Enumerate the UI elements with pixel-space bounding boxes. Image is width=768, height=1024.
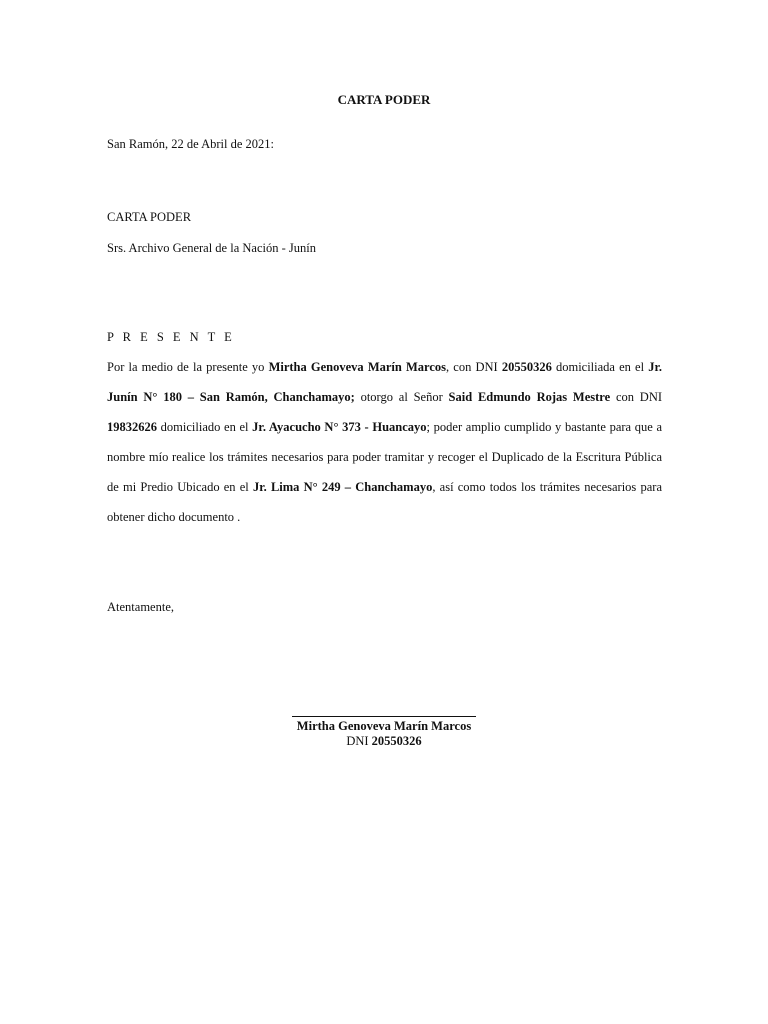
body-text-7: ; poder amplio cumplido y bastante para que a nombre mío realice los trámites necesarios para poder tramitar y recoger el Duplicado de la Escritura Pública de mi Predio Ubicado en el	[107, 420, 662, 494]
presente-heading: P R E S E N T E	[107, 330, 235, 344]
body-text-8: , así como todos los trámites necesarios para obtener dicho documento .	[107, 480, 663, 524]
grantee-dni: 19832626	[107, 420, 157, 434]
signer-name: Mirtha Genoveva Marín Marcos	[296, 719, 472, 733]
signer-dni-label: DNI	[346, 734, 372, 748]
grantor-address: Jr. Junín N° 180 – San Ramón, Chanchamayo;	[107, 360, 662, 404]
signature-line	[292, 716, 476, 717]
body-text-4: otorgo al Señor	[354, 390, 449, 404]
signer-dni-number: 20550326	[371, 734, 422, 748]
grantor-dni: 20550326	[501, 360, 552, 374]
letter-heading: CARTA PODER	[107, 210, 192, 224]
date-line: San Ramón, 22 de Abril de 2021:	[107, 137, 274, 151]
signer-dni	[292, 734, 476, 749]
addressee: Srs. Archivo General de la Nación - Junín	[107, 241, 316, 255]
body-text-6: domiciliado en el	[157, 420, 253, 434]
body-text-1: Por la medio de la presente yo	[107, 360, 269, 374]
body-text-2: , con DNI	[446, 360, 502, 374]
document-title: CARTA PODER	[337, 92, 431, 107]
closing: Atentamente,	[107, 600, 174, 614]
body-text-3: domiciliada en el	[551, 360, 649, 374]
grantee-name: Said Edmundo Rojas Mestre	[448, 390, 611, 404]
signature-block	[292, 704, 476, 749]
grantor-name: Mirtha Genoveva Marín Marcos	[268, 360, 447, 374]
grantee-address: Jr. Ayacucho N° 373 - Huancayo	[252, 420, 427, 434]
body-text-5: con DNI	[610, 390, 663, 404]
letter-body	[107, 352, 662, 532]
property-address: Jr. Lima N° 249 – Chanchamayo	[252, 480, 433, 494]
